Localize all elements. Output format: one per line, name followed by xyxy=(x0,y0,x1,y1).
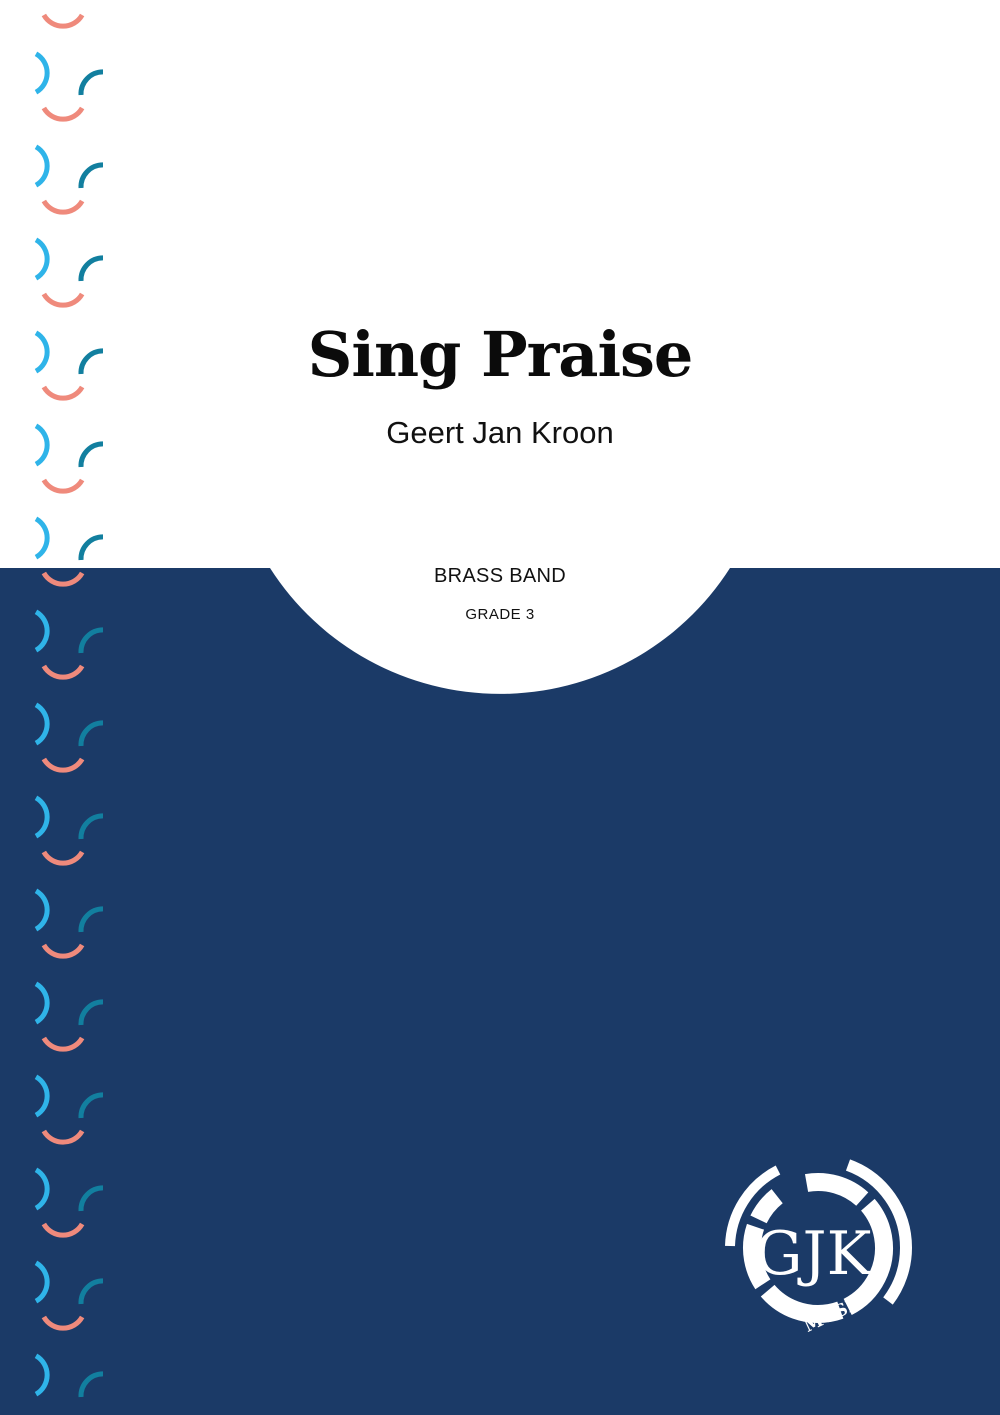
logo-word: MUSIC xyxy=(801,1290,871,1337)
ensemble: BRASS BAND xyxy=(434,565,566,587)
logo-letters: GJK xyxy=(754,1219,872,1289)
composer: Geert Jan Kroon xyxy=(386,415,614,450)
grade: GRADE 3 xyxy=(465,606,535,623)
title: Sing Praise xyxy=(307,318,693,391)
